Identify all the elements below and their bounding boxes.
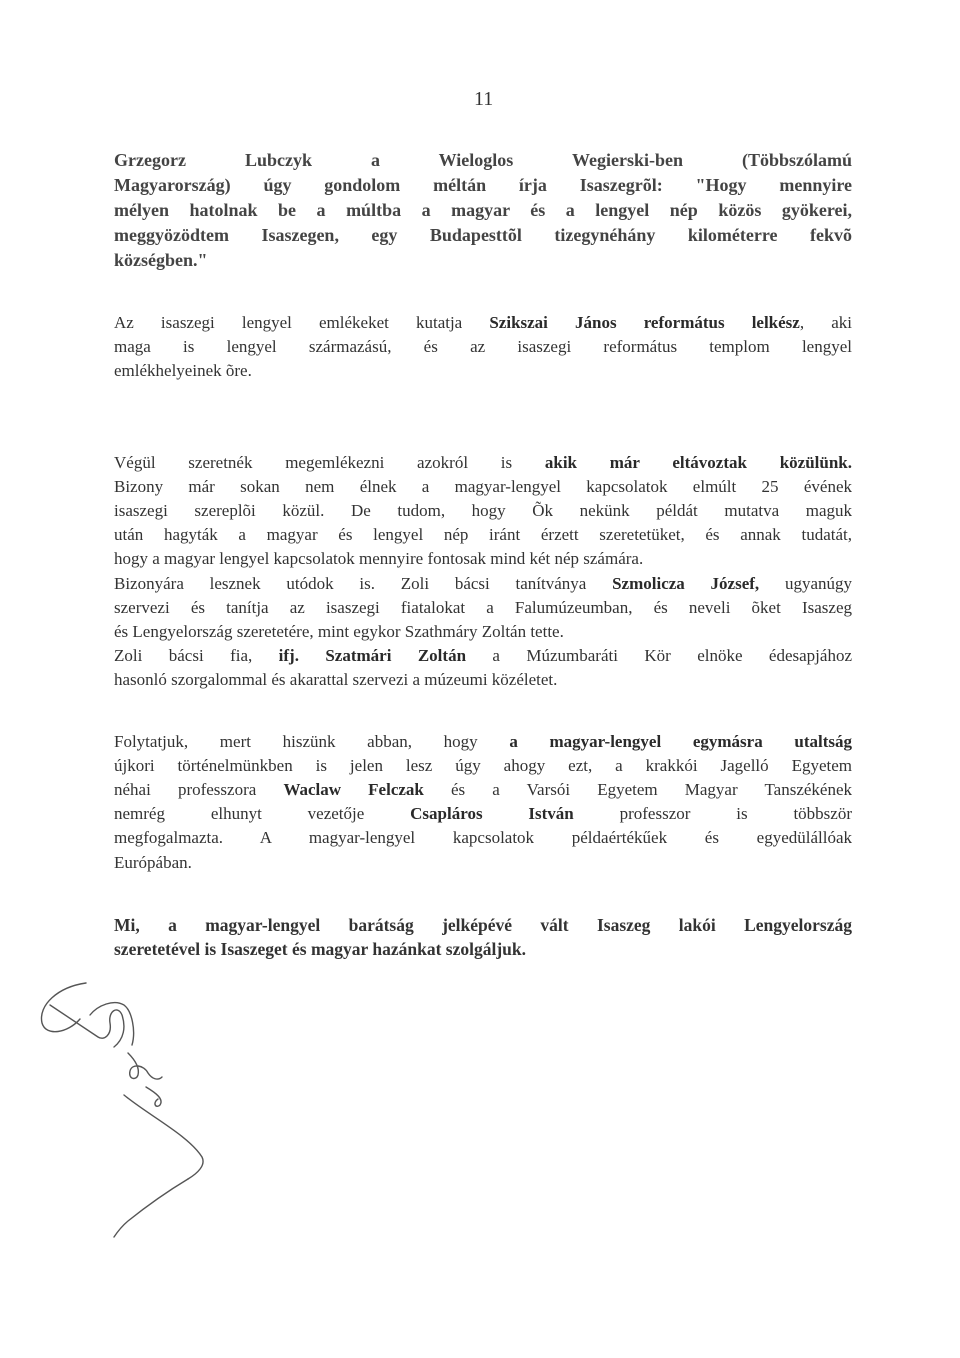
text-line: szeretetével is Isaszeget és magyar hazánkat szolgáljuk. bbox=[114, 939, 526, 960]
bold-name: Szikszai János református lelkész bbox=[489, 313, 800, 332]
text-line: újkori történelmünkben is jelen lesz úgy ahogy ezt, a krakkói Jagelló Egyetem bbox=[114, 755, 852, 775]
text-line bbox=[114, 730, 852, 754]
text-line bbox=[114, 802, 852, 826]
bold-name: Szmolicza József, bbox=[612, 573, 760, 593]
text-line: Bizony már sokan nem élnek a magyar-lengyel kapcsolatok elmúlt 25 évének bbox=[114, 476, 852, 496]
text-line bbox=[114, 451, 852, 475]
page-number: 11 bbox=[474, 88, 494, 110]
bold-phrase: akik már eltávoztak közülünk. bbox=[544, 452, 852, 472]
paragraph-remembrance bbox=[114, 451, 852, 693]
text-run: Végül szeretnék megemlékezni azokról is bbox=[114, 452, 545, 472]
text-run: és a Varsói Egyetem Magyar Tanszékének bbox=[423, 780, 853, 800]
text-line bbox=[114, 644, 852, 668]
text-line: községben." bbox=[114, 250, 208, 270]
text-run: ugyanúgy bbox=[759, 573, 853, 593]
text-line bbox=[114, 778, 852, 802]
text-line: és Lengyelország szeretetére, mint egykor Szathmáry Zoltán tette. bbox=[114, 622, 564, 642]
text-line: isaszegi szereplõi közül. De tudom, hogy Õk nekünk példát mutatva maguk bbox=[114, 501, 852, 521]
text-line: megfogalmazta. A magyar-lengyel kapcsolatok példaértékűek és egyedülállóak bbox=[114, 828, 852, 848]
text-line: hogy a magyar lengyel kapcsolatok mennyire fontosak mind két nép számára. bbox=[114, 549, 644, 569]
text-line bbox=[114, 572, 852, 596]
paragraph-researcher bbox=[114, 311, 852, 384]
text-line bbox=[114, 311, 852, 335]
text-run: Zoli bácsi fia, bbox=[114, 646, 279, 666]
text-line: Mi, a magyar-lengyel barátság jelképévé vált Isaszeg lakói Lengyelország bbox=[114, 914, 852, 935]
bold-name: Waclaw Felczak bbox=[283, 780, 424, 800]
paragraph-continuation bbox=[114, 730, 852, 875]
text-run: professzor is többször bbox=[573, 804, 852, 824]
text-line: Magyarország) úgy gondolom méltán írja Isaszegrõl: "Hogy mennyire bbox=[114, 175, 852, 195]
text-line: szervezi és tanítja az isaszegi fiatalokat a Falumúzeumban, és neveli õket Isaszeg bbox=[114, 597, 852, 617]
text-run: Az isaszegi lengyel emlékeket kutatja bbox=[114, 313, 490, 332]
text-line: meggyözödtem Isaszegen, egy Budapesttõl tizegynéhány kilométerre fekvõ bbox=[114, 225, 852, 245]
text-run: nemrég elhunyt vezetője bbox=[114, 804, 411, 824]
handwritten-signature bbox=[28, 975, 228, 1245]
text-line: hasonló szorgalommal és akarattal szervezi a múzeumi közéletet. bbox=[114, 670, 558, 690]
document-body bbox=[114, 148, 852, 961]
text-run: a Múzumbaráti Kör elnöke édesapjához bbox=[466, 646, 852, 666]
text-line: Grzegorz Lubczyk a Wieloglos Wegierski-ben (Többszólamú bbox=[114, 150, 852, 170]
text-run: néhai professzora bbox=[114, 780, 284, 800]
text-run: Folytatjuk, mert hiszünk abban, hogy bbox=[114, 731, 510, 751]
text-line: mélyen hatolnak be a múltba a magyar és a lengyel nép közös gyökerei, bbox=[114, 200, 852, 220]
text-line: Európában. bbox=[114, 852, 192, 872]
paragraph-quote bbox=[114, 148, 852, 273]
paragraph-closing bbox=[114, 913, 852, 961]
bold-phrase: a magyar-lengyel egymásra utaltság bbox=[509, 731, 852, 751]
bold-name: Csapláros István bbox=[410, 804, 574, 824]
text-line: után hagyták a magyar és lengyel nép iránt érzett szeretetüket, és annak tudatát, bbox=[114, 525, 852, 545]
text-run: , aki bbox=[799, 313, 852, 332]
bold-name: ifj. Szatmári Zoltán bbox=[278, 646, 467, 666]
text-line: emlékhelyeinek õre. bbox=[114, 361, 252, 381]
text-run: Bizonyára lesznek utódok is. Zoli bácsi tanítványa bbox=[114, 573, 613, 593]
text-line: maga is lengyel származású, és az isaszegi református templom lengyel bbox=[114, 337, 852, 357]
